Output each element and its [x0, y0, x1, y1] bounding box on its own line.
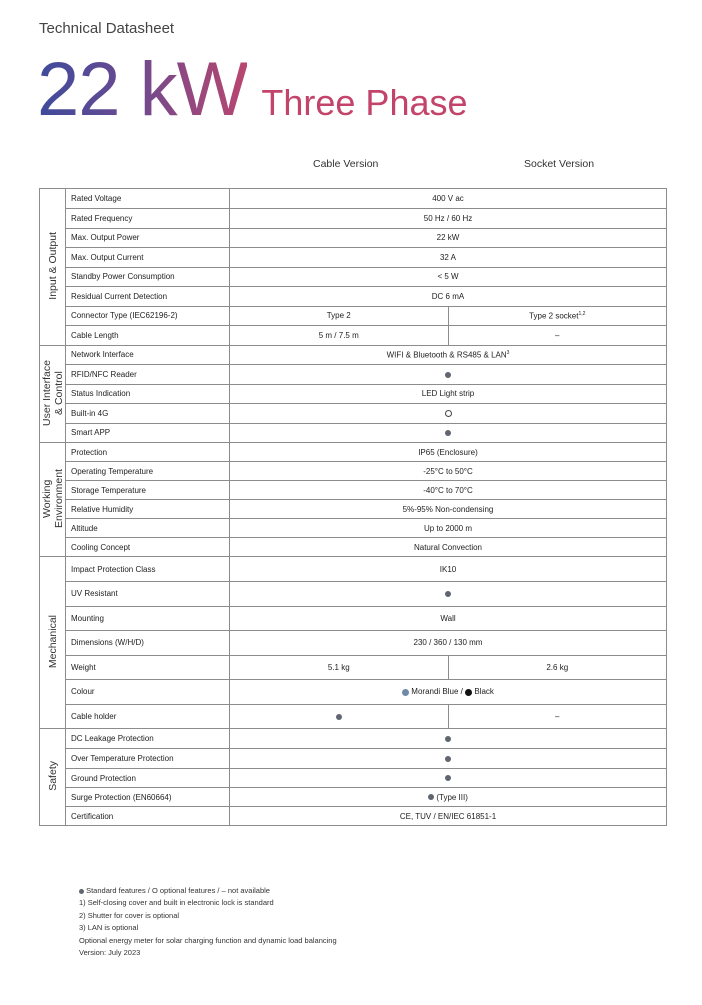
row-label: Altitude: [66, 519, 230, 538]
row-label: Operating Temperature: [66, 462, 230, 481]
row-label: Cable Length: [66, 326, 230, 346]
cable-value: 5 m / 7.5 m: [230, 326, 449, 346]
row-label: Certification: [66, 807, 230, 826]
row-label: Residual Current Detection: [66, 287, 230, 307]
row-label: Max. Output Power: [66, 228, 230, 248]
row-label: Mounting: [66, 606, 230, 631]
column-header-socket: Socket Version: [524, 158, 595, 170]
table-row: [40, 500, 667, 519]
row-label: Status Indication: [66, 384, 230, 404]
row-value: WIFI & Bluetooth & RS485 & LAN$^3$: [230, 345, 667, 365]
row-label: Protection: [66, 443, 230, 462]
row-value: 22 kW: [230, 228, 667, 248]
section-input-output: Input & Output: [40, 189, 66, 346]
standard-feature-icon: [428, 794, 434, 800]
row-label: Dimensions (W/H/D): [66, 631, 230, 656]
standard-feature-icon: [79, 889, 84, 894]
row-value: -40°C to 70°C: [230, 481, 667, 500]
table-row: [40, 306, 667, 326]
footnotes: [79, 885, 337, 959]
product-title: [37, 46, 468, 133]
row-value: [230, 582, 667, 607]
table-row: [40, 749, 667, 769]
power-rating: 22 kW: [37, 47, 248, 132]
row-value: IP65 (Enclosure): [230, 443, 667, 462]
table-row: [40, 704, 667, 729]
section-user-interface: User Interface & Control: [40, 345, 66, 443]
table-row: [40, 287, 667, 307]
row-label: Over Temperature Protection: [66, 749, 230, 769]
version-note: Version: July 2023: [79, 948, 141, 958]
row-label: Cable holder: [66, 704, 230, 729]
standard-feature-icon: [445, 591, 451, 597]
table-row: [40, 384, 667, 404]
table-row: [40, 582, 667, 607]
table-row: [40, 606, 667, 631]
footnote: 2) Shutter for cover is optional: [79, 910, 180, 920]
phase-label: Three Phase: [261, 82, 468, 123]
row-label: UV Resistant: [66, 582, 230, 607]
row-value: [230, 404, 667, 424]
footnote: 3) LAN is optional: [79, 923, 139, 933]
table-row: [40, 680, 667, 705]
row-value: [230, 749, 667, 769]
table-row: [40, 655, 667, 680]
table-row: [40, 769, 667, 788]
row-value: [230, 769, 667, 788]
table-row: [40, 462, 667, 481]
table-row: [40, 538, 667, 557]
row-value: 400 V ac: [230, 189, 667, 209]
row-label: Connector Type (IEC62196-2): [66, 306, 230, 326]
row-label: Storage Temperature: [66, 481, 230, 500]
row-value: [230, 365, 667, 385]
row-value: DC 6 mA: [230, 287, 667, 307]
row-label: DC Leakage Protection: [66, 729, 230, 749]
section-safety: Safety: [40, 729, 66, 826]
section-mechanical: Mechanical: [40, 557, 66, 729]
standard-feature-icon: [445, 736, 451, 742]
row-label: Cooling Concept: [66, 538, 230, 557]
table-row: [40, 729, 667, 749]
row-value: Morandi Blue / Black: [230, 680, 667, 705]
row-value: 32 A: [230, 248, 667, 268]
black-swatch-icon: [465, 689, 472, 696]
table-row: [40, 519, 667, 538]
row-value: [230, 729, 667, 749]
row-label: Rated Frequency: [66, 209, 230, 229]
row-label: Weight: [66, 655, 230, 680]
table-row: [40, 209, 667, 229]
row-label: Relative Humidity: [66, 500, 230, 519]
row-value: [230, 423, 667, 443]
cable-value: 5.1 kg: [230, 655, 449, 680]
table-row: [40, 345, 667, 365]
standard-feature-icon: [445, 756, 451, 762]
standard-feature-icon: [445, 430, 451, 436]
row-value: IK10: [230, 557, 667, 582]
footnote: Optional energy meter for solar charging function and dynamic load balancing: [79, 935, 337, 945]
row-label: Network Interface: [66, 345, 230, 365]
document-eyebrow: Technical Datasheet: [39, 20, 175, 37]
section-working-environment: Working Environment: [40, 443, 66, 557]
socket-value: –: [448, 326, 667, 346]
row-label: Standby Power Consumption: [66, 267, 230, 287]
row-value: (Type III): [230, 788, 667, 807]
table-row: [40, 189, 667, 209]
socket-value: 2.6 kg: [448, 655, 667, 680]
row-label: Max. Output Current: [66, 248, 230, 268]
row-value: CE, TUV / EN/IEC 61851-1: [230, 807, 667, 826]
table-row: [40, 481, 667, 500]
row-value: -25°C to 50°C: [230, 462, 667, 481]
cable-value: [230, 704, 449, 729]
row-label: Ground Protection: [66, 769, 230, 788]
row-value: < 5 W: [230, 267, 667, 287]
optional-feature-icon: [445, 410, 452, 417]
row-value: Wall: [230, 606, 667, 631]
table-row: [40, 557, 667, 582]
row-label: Smart APP: [66, 423, 230, 443]
row-label: Surge Protection (EN60664): [66, 788, 230, 807]
table-row: [40, 788, 667, 807]
footnote: 1) Self-closing cover and built in electronic lock is standard: [79, 898, 274, 908]
standard-feature-icon: [336, 714, 342, 720]
table-row: [40, 631, 667, 656]
row-label: Built-in 4G: [66, 404, 230, 424]
table-row: [40, 267, 667, 287]
row-value: Natural Convection: [230, 538, 667, 557]
footnote-legend: Standard features / O optional features / – not available: [79, 885, 337, 897]
row-value: Up to 2000 m: [230, 519, 667, 538]
row-value: 230 / 360 / 130 mm: [230, 631, 667, 656]
table-row: [40, 404, 667, 424]
row-label: Colour: [66, 680, 230, 705]
cable-value: Type 2: [230, 306, 449, 326]
table-row: [40, 807, 667, 826]
table-row: [40, 228, 667, 248]
row-label: RFID/NFC Reader: [66, 365, 230, 385]
socket-value: –: [448, 704, 667, 729]
row-label: Rated Voltage: [66, 189, 230, 209]
morandi-blue-swatch-icon: [402, 689, 409, 696]
row-label: Impact Protection Class: [66, 557, 230, 582]
column-header-cable: Cable Version: [313, 158, 379, 170]
row-value: 50 Hz / 60 Hz: [230, 209, 667, 229]
spec-table: [39, 188, 667, 826]
table-row: [40, 365, 667, 385]
standard-feature-icon: [445, 372, 451, 378]
row-value: LED Light strip: [230, 384, 667, 404]
table-row: [40, 326, 667, 346]
row-value: 5%-95% Non-condensing: [230, 500, 667, 519]
table-row: [40, 443, 667, 462]
socket-value: Type 2 socket$^{1,2}$: [448, 306, 667, 326]
table-row: [40, 423, 667, 443]
standard-feature-icon: [445, 775, 451, 781]
table-row: [40, 248, 667, 268]
